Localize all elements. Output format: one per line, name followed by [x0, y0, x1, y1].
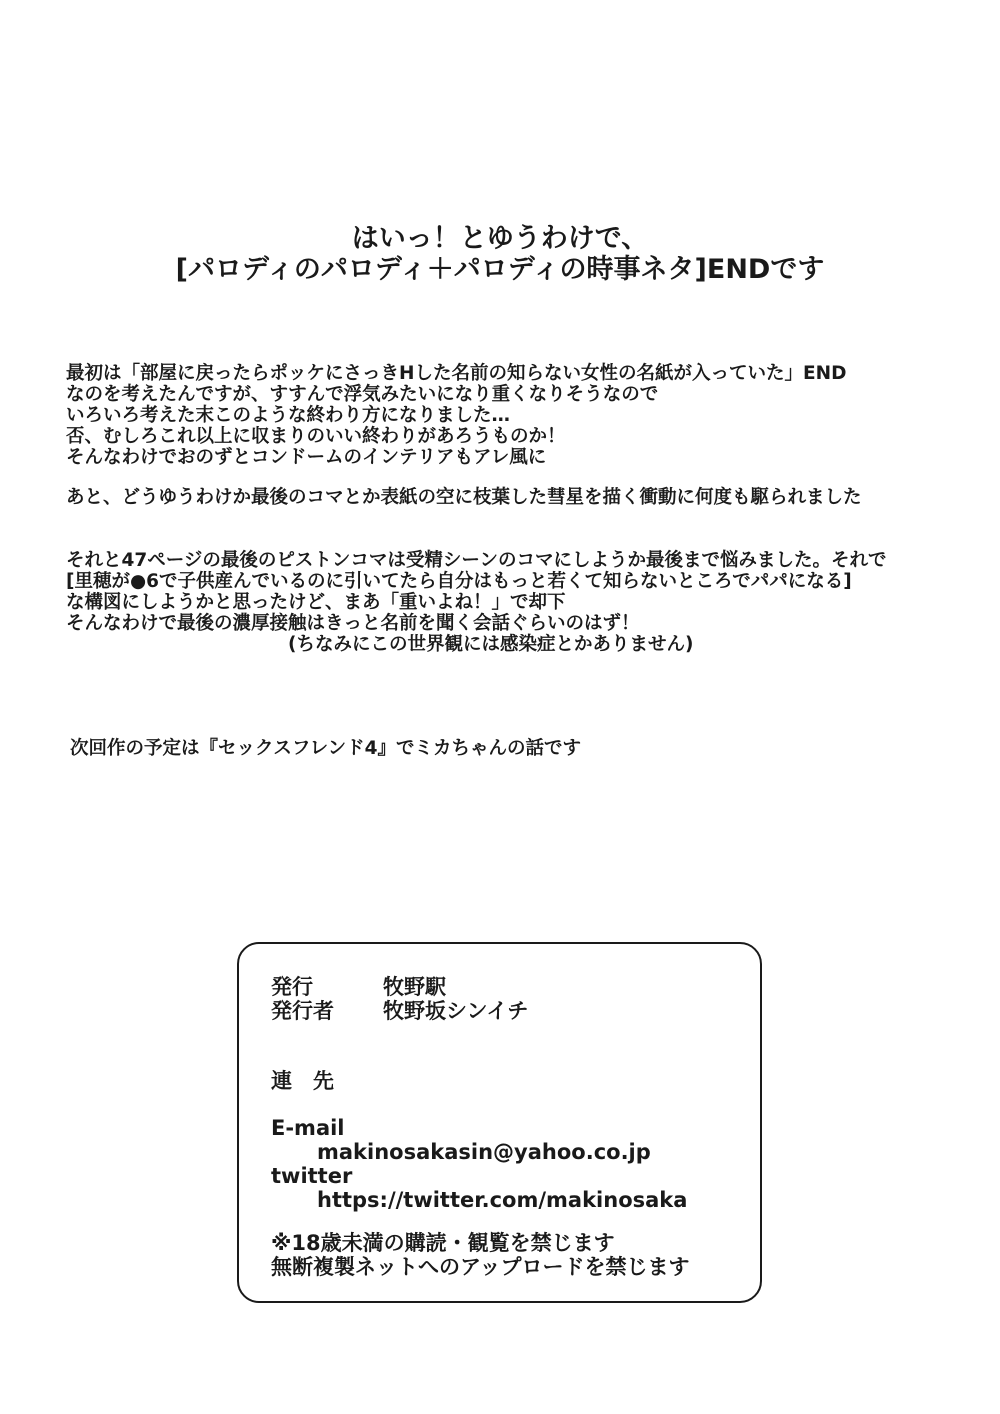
text-line: そんなわけで最後の濃厚接触はきっと名前を聞く会話ぐらいのはず！: [66, 613, 640, 634]
text-line: [里穂が●6で子供産んでいるのに引いてたら自分はもっと若くて知らないところでパパになる]: [66, 571, 852, 592]
text-line: いろいろ考えた末このような終わり方になりました…: [66, 405, 511, 426]
copy-notice: 無断複製ネットへのアップロードを禁じます: [271, 1255, 690, 1279]
text-line: なのを考えたんですが、すすんで浮気みたいになり重くなりそうなので: [66, 384, 659, 405]
text-line: そんなわけでおのずとコンドームのインテリアもアレ風に: [66, 447, 547, 468]
twitter-value: https://twitter.com/makinosaka: [317, 1188, 688, 1212]
publisher-value: 牧野駅: [383, 975, 446, 999]
paragraph-1: [66, 363, 966, 468]
next-work-note: 次回作の予定は『セックスフレンド4』でミカちゃんの話です: [70, 738, 581, 759]
colophon-box: [237, 942, 762, 1303]
text-line: それと47ページの最後のピストンコマは受精シーンのコマにしようか最後まで悩みました。それで: [66, 550, 887, 571]
email-label: E-mail: [271, 1116, 345, 1140]
heading-line-1: はいっ！とゆうわけで、: [351, 223, 649, 254]
heading-line-2: [パロディのパロディ＋パロディの時事ネタ]ENDです: [175, 254, 825, 285]
paragraph-2: [66, 487, 966, 508]
email-value: makinosakasin@yahoo.co.jp: [317, 1140, 651, 1164]
contact-label: 連 先: [271, 1069, 334, 1093]
text-line: (ちなみにこの世界観には感染症とかありません): [288, 634, 694, 655]
text-line: 最初は「部屋に戻ったらポッケにさっきHした名前の知らない女性の名紙が入っていた」END: [66, 363, 847, 384]
author-label: 発行者: [271, 999, 334, 1023]
author-value: 牧野坂シンイチ: [383, 999, 529, 1023]
age-notice: ※18歳未満の購読・観覧を禁じます: [271, 1231, 615, 1255]
publisher-label: 発行: [271, 975, 313, 999]
text-line: あと、どうゆうわけか最後のコマとか表紙の空に枝葉した彗星を描く衝動に何度も駆られました: [66, 487, 862, 508]
paragraph-3: [66, 550, 966, 655]
twitter-label: twitter: [271, 1164, 353, 1188]
text-line: な構図にしようかと思ったけど、まあ「重いよね！」で却下: [66, 592, 566, 613]
text-line: 否、むしろこれ以上に収まりのいい終わりがあろうものか！: [66, 426, 566, 447]
